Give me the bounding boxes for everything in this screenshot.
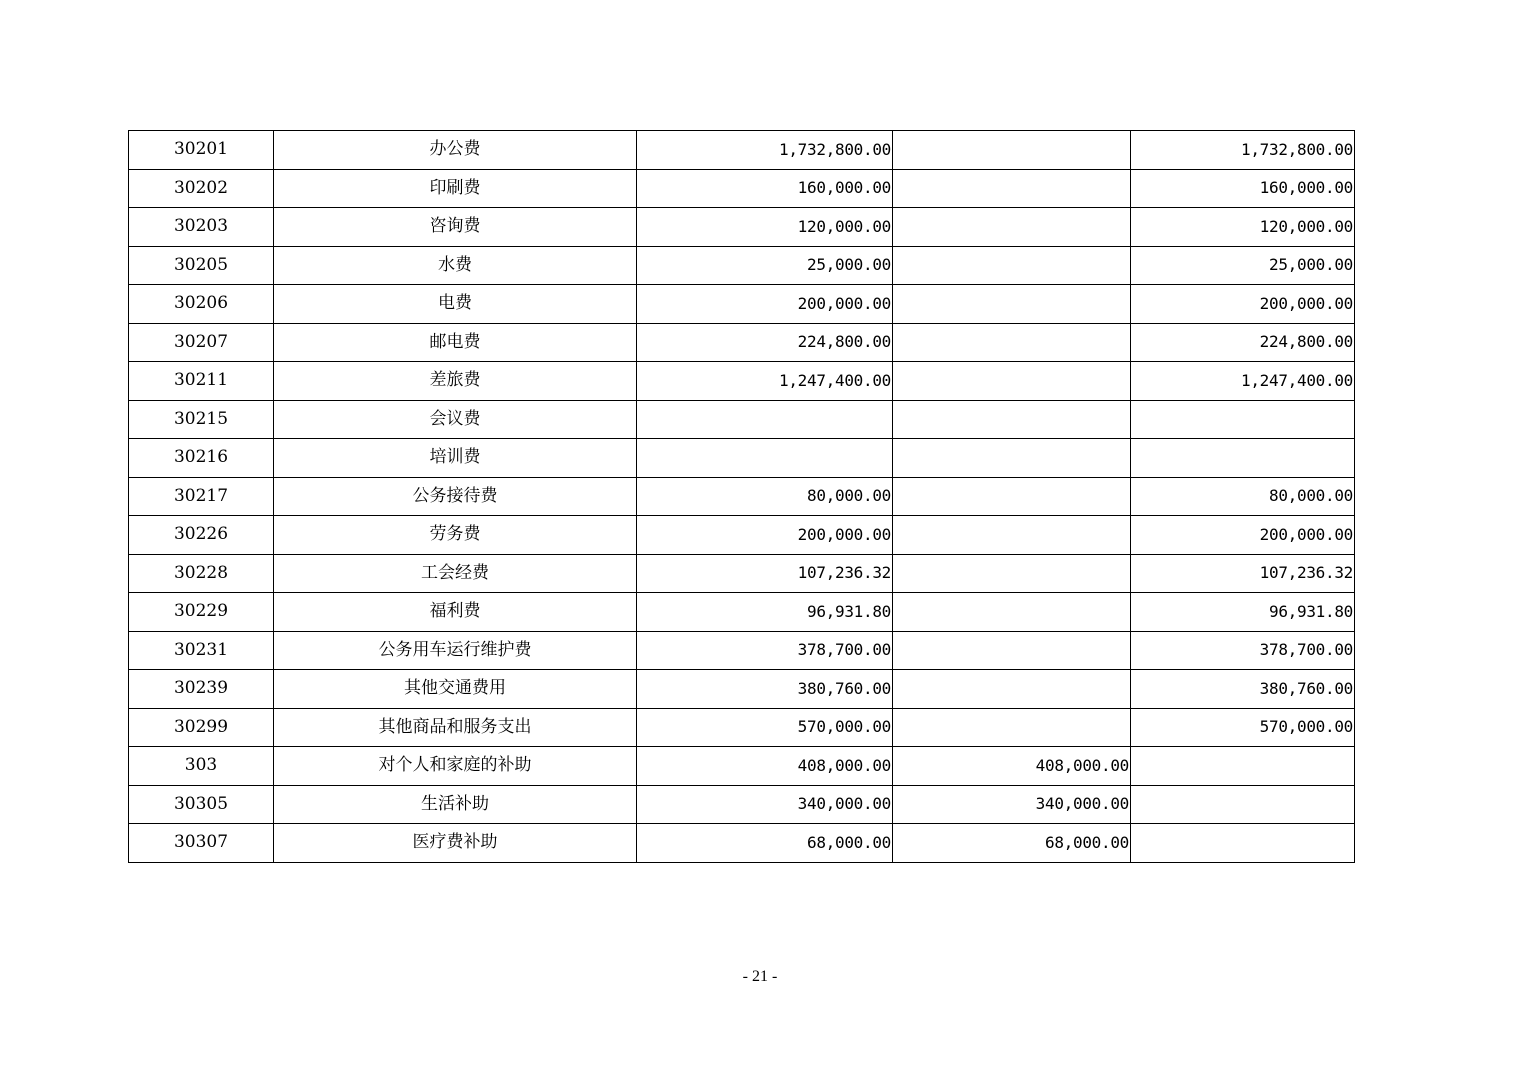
row-code-cell: 30207 (129, 323, 274, 362)
row-project-cell: 570,000.00 (1131, 708, 1355, 747)
row-basic-cell (893, 323, 1131, 362)
row-total-cell: 380,760.00 (637, 670, 893, 709)
row-name-cell: 电费 (274, 285, 637, 324)
table-row (129, 593, 1355, 632)
row-total-cell: 120,000.00 (637, 208, 893, 247)
row-basic-cell (893, 400, 1131, 439)
row-total-cell: 224,800.00 (637, 323, 893, 362)
row-basic-cell: 340,000.00 (893, 785, 1131, 824)
row-code-cell: 30231 (129, 631, 274, 670)
row-basic-cell: 68,000.00 (893, 824, 1131, 863)
row-total-cell: 1,732,800.00 (637, 131, 893, 170)
row-total-cell: 96,931.80 (637, 593, 893, 632)
row-name-cell: 其他商品和服务支出 (274, 708, 637, 747)
table-row (129, 400, 1355, 439)
row-project-cell (1131, 439, 1355, 478)
row-name-cell: 办公费 (274, 131, 637, 170)
row-basic-cell (893, 362, 1131, 401)
row-code-cell: 30203 (129, 208, 274, 247)
row-project-cell: 107,236.32 (1131, 554, 1355, 593)
row-basic-cell (893, 208, 1131, 247)
row-total-cell: 160,000.00 (637, 169, 893, 208)
row-basic-cell (893, 516, 1131, 555)
row-project-cell: 25,000.00 (1131, 246, 1355, 285)
row-total-cell: 1,247,400.00 (637, 362, 893, 401)
row-name-cell: 会议费 (274, 400, 637, 439)
row-name-cell: 福利费 (274, 593, 637, 632)
row-project-cell (1131, 785, 1355, 824)
row-project-cell: 120,000.00 (1131, 208, 1355, 247)
row-name-cell: 差旅费 (274, 362, 637, 401)
row-basic-cell (893, 554, 1131, 593)
row-basic-cell (893, 131, 1131, 170)
row-project-cell: 1,247,400.00 (1131, 362, 1355, 401)
row-basic-cell (893, 477, 1131, 516)
row-code-cell: 30205 (129, 246, 274, 285)
row-project-cell (1131, 747, 1355, 786)
row-project-cell: 380,760.00 (1131, 670, 1355, 709)
row-total-cell: 80,000.00 (637, 477, 893, 516)
row-basic-cell (893, 631, 1131, 670)
row-total-cell: 408,000.00 (637, 747, 893, 786)
row-basic-cell (893, 439, 1131, 478)
table-row (129, 554, 1355, 593)
row-project-cell: 1,732,800.00 (1131, 131, 1355, 170)
table-row (129, 631, 1355, 670)
row-project-cell: 378,700.00 (1131, 631, 1355, 670)
row-total-cell: 570,000.00 (637, 708, 893, 747)
row-code-cell: 30229 (129, 593, 274, 632)
row-code-cell: 30216 (129, 439, 274, 478)
table-body (129, 131, 1355, 863)
row-code-cell: 30228 (129, 554, 274, 593)
row-total-cell: 200,000.00 (637, 285, 893, 324)
row-name-cell: 工会经费 (274, 554, 637, 593)
row-code-cell: 303 (129, 747, 274, 786)
row-name-cell: 医疗费补助 (274, 824, 637, 863)
row-total-cell: 378,700.00 (637, 631, 893, 670)
row-name-cell: 生活补助 (274, 785, 637, 824)
row-name-cell: 公务用车运行维护费 (274, 631, 637, 670)
row-name-cell: 邮电费 (274, 323, 637, 362)
row-project-cell: 200,000.00 (1131, 285, 1355, 324)
table-row (129, 670, 1355, 709)
table-row (129, 785, 1355, 824)
row-total-cell: 200,000.00 (637, 516, 893, 555)
row-code-cell: 30202 (129, 169, 274, 208)
row-name-cell: 公务接待费 (274, 477, 637, 516)
table-row (129, 708, 1355, 747)
row-total-cell: 107,236.32 (637, 554, 893, 593)
row-name-cell: 对个人和家庭的补助 (274, 747, 637, 786)
row-code-cell: 30299 (129, 708, 274, 747)
row-project-cell: 200,000.00 (1131, 516, 1355, 555)
row-total-cell (637, 400, 893, 439)
table-row (129, 285, 1355, 324)
row-name-cell: 培训费 (274, 439, 637, 478)
row-project-cell (1131, 400, 1355, 439)
row-project-cell: 80,000.00 (1131, 477, 1355, 516)
row-basic-cell (893, 169, 1131, 208)
row-code-cell: 30226 (129, 516, 274, 555)
row-project-cell (1131, 824, 1355, 863)
row-name-cell: 劳务费 (274, 516, 637, 555)
row-code-cell: 30215 (129, 400, 274, 439)
row-code-cell: 30211 (129, 362, 274, 401)
table-row (129, 824, 1355, 863)
row-code-cell: 30206 (129, 285, 274, 324)
row-project-cell: 96,931.80 (1131, 593, 1355, 632)
row-project-cell: 224,800.00 (1131, 323, 1355, 362)
row-total-cell: 340,000.00 (637, 785, 893, 824)
table-row (129, 516, 1355, 555)
row-basic-cell (893, 246, 1131, 285)
table-row (129, 323, 1355, 362)
row-basic-cell (893, 708, 1131, 747)
row-name-cell: 咨询费 (274, 208, 637, 247)
row-name-cell: 水费 (274, 246, 637, 285)
row-total-cell (637, 439, 893, 478)
row-basic-cell: 408,000.00 (893, 747, 1131, 786)
row-code-cell: 30217 (129, 477, 274, 516)
row-total-cell: 68,000.00 (637, 824, 893, 863)
page-number: - 21 - (742, 968, 778, 985)
table-row (129, 439, 1355, 478)
row-code-cell: 30239 (129, 670, 274, 709)
row-code-cell: 30201 (129, 131, 274, 170)
table-row (129, 208, 1355, 247)
table-row (129, 747, 1355, 786)
table-row (129, 131, 1355, 170)
table-row (129, 477, 1355, 516)
row-basic-cell (893, 593, 1131, 632)
table-row (129, 169, 1355, 208)
row-basic-cell (893, 670, 1131, 709)
row-basic-cell (893, 285, 1131, 324)
row-project-cell: 160,000.00 (1131, 169, 1355, 208)
table-row (129, 362, 1355, 401)
budget-expenditure-table (128, 130, 1355, 863)
row-code-cell: 30307 (129, 824, 274, 863)
table-row (129, 246, 1355, 285)
row-name-cell: 其他交通费用 (274, 670, 637, 709)
row-name-cell: 印刷费 (274, 169, 637, 208)
row-total-cell: 25,000.00 (637, 246, 893, 285)
row-code-cell: 30305 (129, 785, 274, 824)
